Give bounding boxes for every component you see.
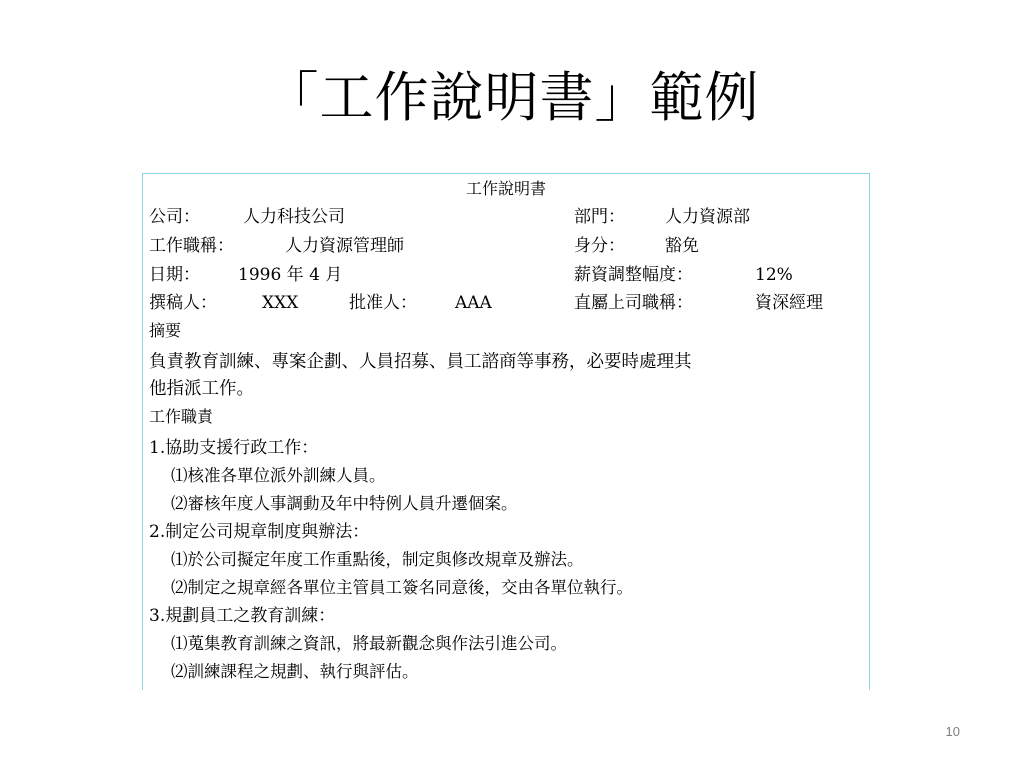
document-title: 工作說明書 [465,179,546,198]
supervisor-label: 直屬上司職稱： [574,293,693,313]
page-number: 10 [945,724,960,739]
summary-heading: 摘要 [149,321,182,340]
status-value: 豁免 [665,236,699,256]
date-label: 日期： [149,265,200,285]
salary-value: 12% [755,265,793,285]
author-value: XXX [262,293,299,313]
duties-heading: 工作職責 [149,407,214,426]
duty-item: ⑵訓練課程之規劃、執行與評估。 [171,662,419,681]
duty-item: ⑴核准各單位派外訓練人員。 [171,466,386,485]
job-title-label: 工作職稱： [149,236,234,256]
job-description-document [142,173,870,690]
duty-item: ⑵審核年度人事調動及年中特例人員升遷個案。 [171,494,518,513]
duty-item: ⑴蒐集教育訓練之資訊，將最新觀念與作法引進公司。 [171,634,567,653]
date-value: 1996 年 4 月 [238,265,343,285]
duty-title: 3.規劃員工之教育訓練： [149,606,336,626]
company-value: 人力科技公司 [243,207,345,227]
approver-label: 批准人： [349,293,417,313]
status-label: 身分： [574,236,625,256]
duty-title: 2.制定公司規章制度與辦法： [149,522,370,542]
job-title-value: 人力資源管理師 [285,236,404,256]
department-value: 人力資源部 [665,207,750,227]
salary-label: 薪資調整幅度： [574,265,693,285]
supervisor-value: 資深經理 [755,293,823,313]
duty-title: 1.協助支援行政工作： [149,438,319,458]
company-label: 公司： [149,207,200,227]
author-label: 撰稿人： [149,293,217,313]
summary-line-1: 負責教育訓練、專案企劃、人員招募、員工諮商等事務，必要時處理其 [149,352,692,372]
summary-line-2: 他指派工作。 [149,379,254,399]
approver-value: AAA [455,293,492,313]
department-label: 部門： [574,207,625,227]
duty-item: ⑵制定之規章經各單位主管員工簽名同意後，交由各單位執行。 [171,578,633,597]
duty-item: ⑴於公司擬定年度工作重點後，制定與修改規章及辦法。 [171,550,584,569]
slide-title: 「工作說明書」範例 [264,66,760,129]
